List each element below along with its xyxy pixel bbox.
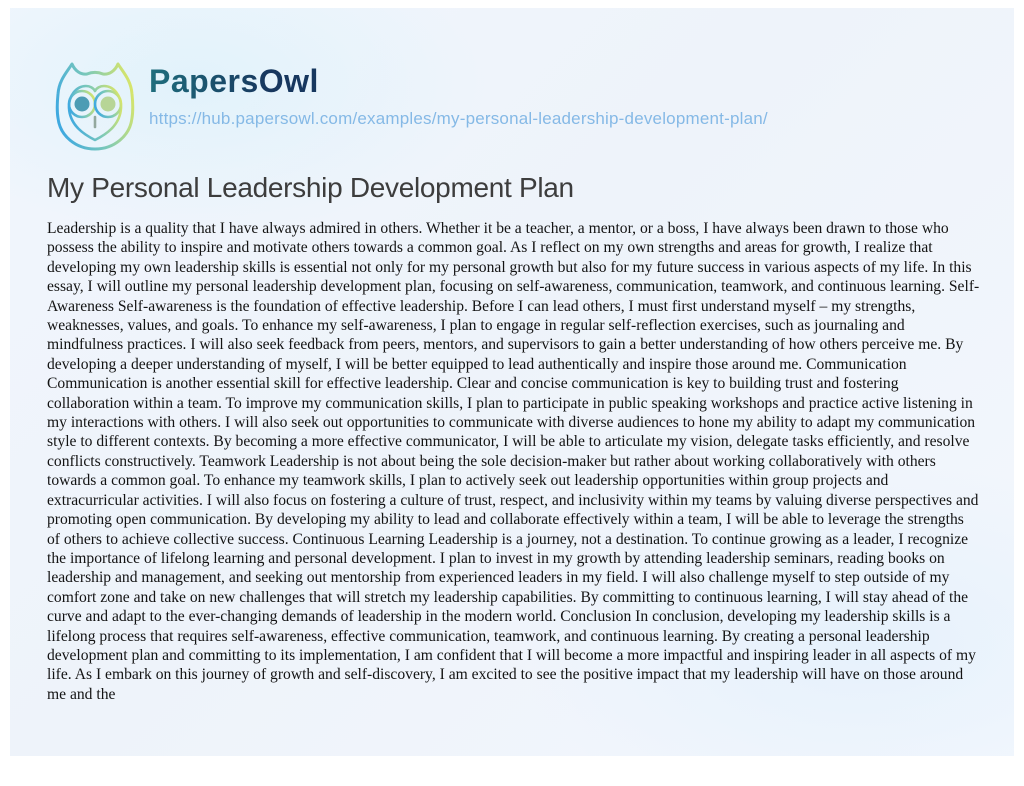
article-title: My Personal Leadership Development Plan bbox=[47, 172, 574, 203]
page-url-link[interactable]: https://hub.papersowl.com/examples/my-personal-leadership-development-plan/ bbox=[149, 109, 768, 128]
article-body-text: Leadership is a quality that I have always admired in others. Whether it be a teacher, a mentor, or a boss, I have always been drawn to those who possess the ability to inspire and motivate others towards a common goal. As I reflect on my own strengths and areas for growth, I realize that developing my own leadership skills is essential not only for my personal growth but also for my future success in various aspects of my life. In this essay, I will outline my personal leadership development plan, focusing on self-awareness, communication, teamwork, and continuous learning. Self-Awareness Self-awareness is the foundation of effective leadership. Before I can lead others, I must first understand myself – my strengths, weaknesses, values, and goals. To enhance my self-awareness, I plan to engage in regular self-reflection exercises, such as journaling and mindfulness practices. I will also seek feedback from peers, mentors, and supervisors to gain a better understanding of how others perceive me. By developing a deeper understanding of myself, I will be better equipped to lead authentically and inspire those around me. Communication Communication is another essential skill for effective leadership. Clear and concise communication is key to building trust and fostering collaboration within a team. To improve my communication skills, I plan to participate in public speaking workshops and practice active listening in my interactions with others. I will also seek out opportunities to communicate with diverse audiences to hone my ability to adapt my communication style to different contexts. By becoming a more effective communicator, I will be able to articulate my vision, delegate tasks efficiently, and resolve conflicts constructively. Teamwork Leadership is not about being the sole decision-maker but rather about working collaboratively with others towards a common goal. To enhance my teamwork skills, I plan to actively seek out leadership opportunities within group projects and extracurricular activities. I will also focus on fostering a culture of trust, respect, and inclusivity within my teams by valuing diverse perspectives and promoting open communication. By developing my ability to lead and collaborate effectively within a team, I will be able to leverage the strengths of others to achieve collective success. Continuous Learning Leadership is a journey, not a destination. To continue growing as a leader, I recognize the importance of lifelong learning and personal development. I plan to invest in my growth by attending leadership seminars, reading books on leadership and management, and seeking out mentorship from experienced leaders in my field. I will also challenge myself to step outside of my comfort zone and take on new challenges that will stretch my leadership capabilities. By committing to continuous learning, I will stay ahead of the curve and adapt to the ever-changing demands of leadership in the modern world. Conclusion In conclusion, developing my leadership skills is a lifelong process that requires self-awareness, effective communication, teamwork, and continuous learning. By creating a personal leadership development plan and committing to its implementation, I am confident that I will become a more impactful and inspiring leader in all aspects of my life. As I embark on this journey of growth and self-discovery, I am excited to see the positive impact that my leadership will have on those around me and the bbox=[47, 220, 980, 703]
page-background bbox=[10, 8, 1014, 756]
brand-name[interactable]: PapersOwl bbox=[149, 63, 319, 99]
owl-logo-icon[interactable] bbox=[45, 55, 145, 157]
